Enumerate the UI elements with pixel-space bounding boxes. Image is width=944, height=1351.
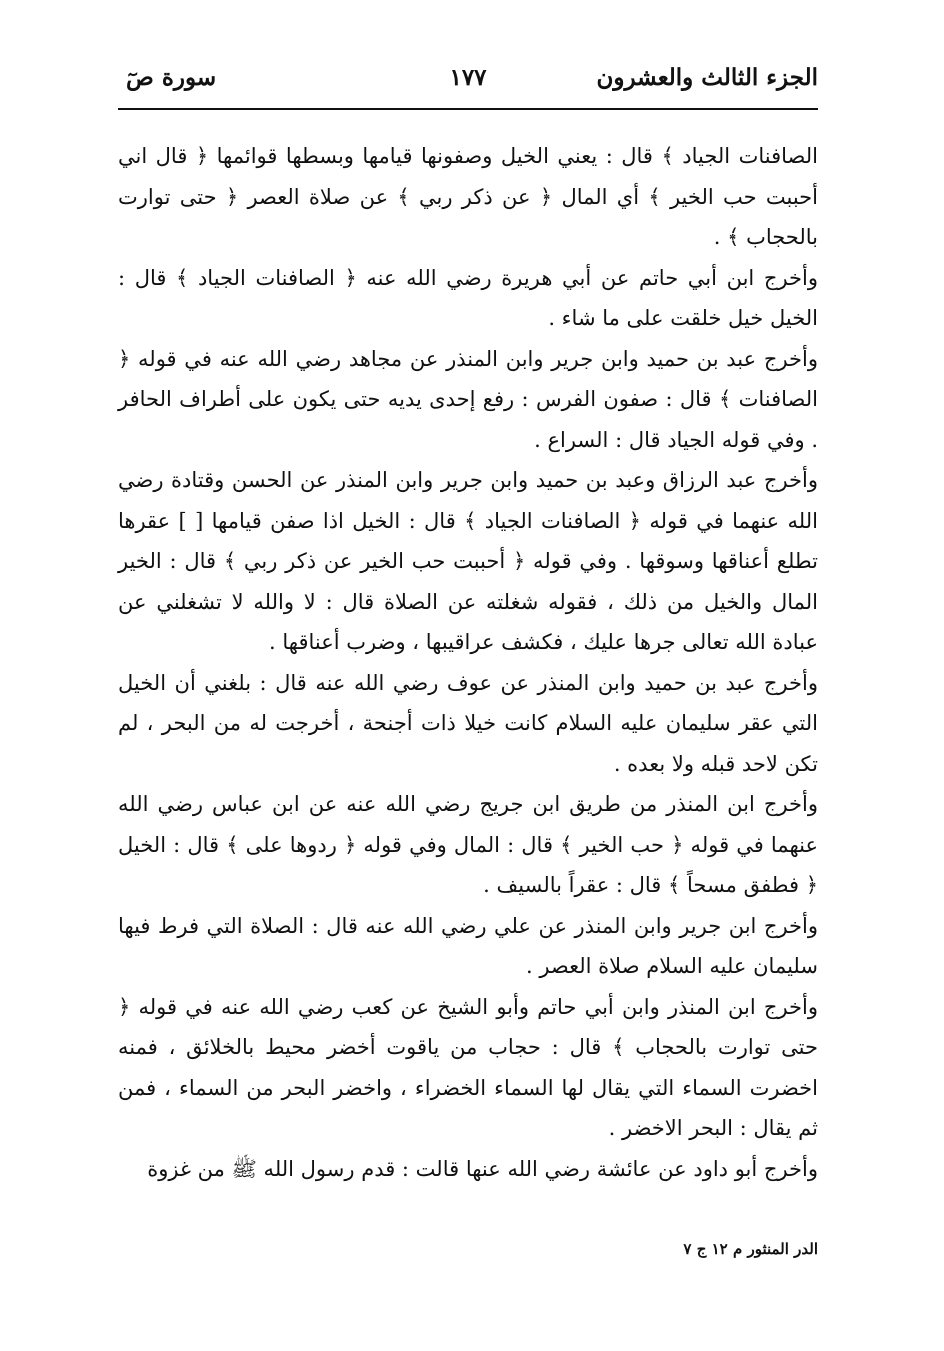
page-body xyxy=(118,136,818,1189)
paragraph: وأخرج عبد بن حميد وابن المنذر عن عوف رضي الله عنه قال : بلغني أن الخيل التي عقر سليمان عليه السلام كانت خيلا ذات أجنحة ، أخرجت له من البحر ، لم تكن لاحد قبله ولا بعده . xyxy=(118,670,818,776)
paragraph: الصافنات الجياد ﴾ قال : يعني الخيل وصفونها قيامها وبسطها قوائمها ﴿ قال اني أحببت حب الخير ﴾ أي المال ﴿ عن ذكر ربي ﴾ عن صلاة العصر ﴿ حتى توارت بالحجاب ﴾ . xyxy=(118,144,818,249)
paragraph: وأخرج ابن المنذر من طريق ابن جريج رضي الله عنه عن ابن عباس رضي الله عنهما في قوله ﴿ حب الخير ﴾ قال : المال وفي قوله ﴿ ردوها على ﴾ قال : الخيل ﴿ فطفق مسحاً ﴾ قال : عقراً بالسيف . xyxy=(118,792,818,897)
paragraph: وأخرج عبد بن حميد وابن جرير وابن المنذر عن مجاهد رضي الله عنه في قوله ﴿ الصافنات ﴾ قال : صفون الفرس : رفع إحدى يديه حتى يكون على أطراف الحافر . وفي قوله الجياد قال : السراع . xyxy=(118,346,818,452)
page-number: ١٧٧ xyxy=(449,64,487,91)
paragraph: وأخرج أبو داود عن عائشة رضي الله عنها قالت : قدم رسول الله ﷺ من غزوة xyxy=(147,1156,818,1181)
paragraph: وأخرج ابن جرير وابن المنذر عن علي رضي الله عنه قال : الصلاة التي فرط فيها سليمان عليه السلام صلاة العصر . xyxy=(118,913,818,978)
part-title: الجزء الثالث والعشرون xyxy=(596,64,818,91)
paragraph: وأخرج ابن أبي حاتم عن أبي هريرة رضي الله عنه ﴿ الصافنات الجياد ﴾ قال : الخيل خيل خلقت على ما شاء . xyxy=(118,265,818,330)
page-header xyxy=(118,50,818,110)
book-page xyxy=(118,50,818,1310)
footer-signature: الدر المنثور م ١٢ ج ٧ xyxy=(683,1240,818,1258)
surah-title: سورة صٓ xyxy=(126,64,217,91)
paragraph: وأخرج ابن المنذر وابن أبي حاتم وأبو الشيخ عن كعب رضي الله عنه في قوله ﴿ حتى توارت بالحجاب ﴾ قال : حجاب من ياقوت أخضر محيط بالخلائق ، فمنه اخضرت السماء التي يقال لها السماء الخضراء ، واخضر البحر من السماء ، فمن ثم يقال : البحر الاخضر . xyxy=(118,994,818,1140)
paragraph: وأخرج عبد الرزاق وعبد بن حميد وابن جرير وابن المنذر عن الحسن وقتادة رضي الله عنهما في قوله ﴿ الصافنات الجياد ﴾ قال : الخيل اذا صفن قيامها [ ] عقرها تطلع أعناقها وسوقها . وفي قوله ﴿ أحببت حب الخير عن ذكر ربي ﴾ قال : الخير المال والخيل من ذلك ، فقوله شغلته عن الصلاة قال : لا والله لا تشغلني عن عبادة الله تعالى جرها عليك ، فكشف عراقيبها ، وضرب أعناقها . xyxy=(118,468,818,654)
